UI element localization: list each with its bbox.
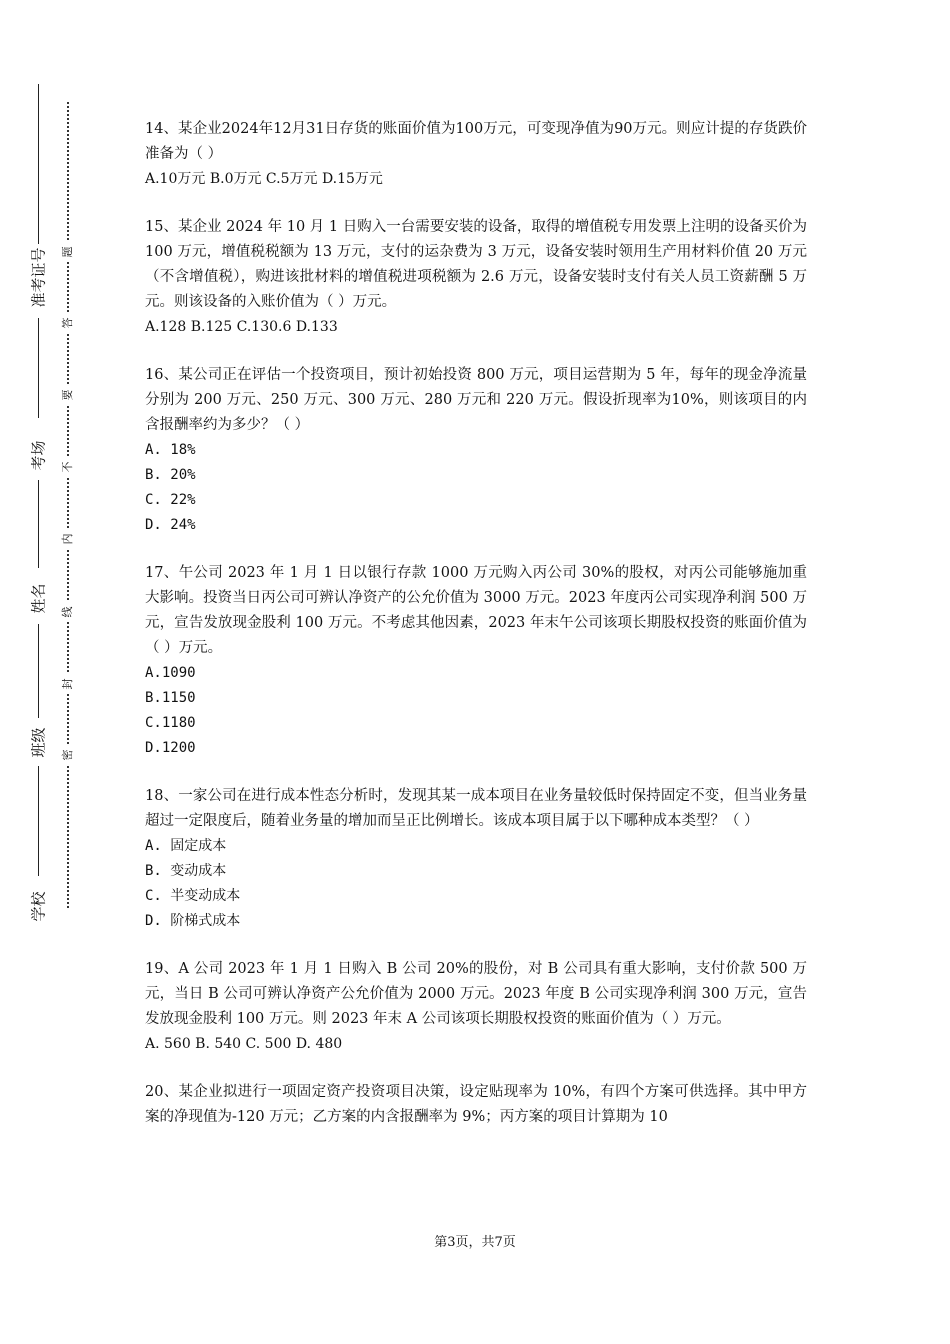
- question-20: [145, 1080, 807, 1130]
- seal-char-xian: 线: [59, 602, 77, 622]
- option-c: C. 22%: [145, 492, 196, 508]
- page-footer: 第3页，共7页: [434, 1235, 516, 1250]
- seal-char-mi: 密: [59, 745, 77, 765]
- option-c: C. 半变动成本: [145, 888, 241, 904]
- option-b: B.1150: [145, 690, 196, 706]
- option-c: C.1180: [145, 715, 196, 731]
- question-options: A.128 B.125 C.130.6 D.133: [145, 319, 338, 335]
- question-text: 16、某公司正在评估一个投资项目，预计初始投资 800 万元，项目运营期为 5 年，每年的现金净流量分别为 200 万元、250 万元、300 万元、280 万元和 220 万元。假设折现率为10%，则该项目的内含报酬率约为多少？（ ）: [145, 367, 807, 433]
- question-options: A. 560 B. 540 C. 500 D. 480: [145, 1036, 343, 1052]
- seal-char-feng: 封: [59, 674, 77, 694]
- option-a: A. 固定成本: [145, 838, 227, 854]
- question-14: [145, 117, 807, 192]
- label-exam-room: 考场: [29, 440, 48, 471]
- margin-line-4: [38, 624, 39, 718]
- margin-line-2: [38, 318, 39, 418]
- option-d: D. 24%: [145, 517, 196, 533]
- question-15: [145, 215, 807, 340]
- seal-char-nei: 内: [59, 529, 77, 549]
- option-a: A. 18%: [145, 442, 196, 458]
- label-name: 姓名: [29, 583, 48, 614]
- label-exam-number: 准考证号: [29, 247, 48, 308]
- option-b: B. 变动成本: [145, 863, 227, 879]
- label-class: 班级: [29, 727, 48, 758]
- option-b: B. 20%: [145, 467, 196, 483]
- question-16: [145, 363, 807, 538]
- question-options: A.10万元 B.0万元 C.5万元 D.15万元: [145, 171, 383, 187]
- question-18: [145, 784, 807, 934]
- option-a: A.1090: [145, 665, 196, 681]
- question-text: 15、某企业 2024 年 10 月 1 日购入一台需要安装的设备，取得的增值税专用发票上注明的设备买价为 100 万元，增值税税额为 13 万元，支付的运杂费为 3 万元，设备安装时领用生产用材料价值 20 万元（不含增值税），购进该批材料的增值税进项税额为 2.6 万元，设备安装时支付有关人员工资薪酬 5 万元。则该设备的入账价值为（ ）万元。: [145, 219, 807, 310]
- question-text: 19、A 公司 2023 年 1 月 1 日购入 B 公司 20%的股份，对 B 公司具有重大影响，支付价款 500 万元，当日 B 公司可辨认净资产公允价值为 2000 万元。2023 年度 B 公司实现净利润 300 万元，宣告发放现金股利 100 万元。则 2023 年末 A 公司该项长期股权投资的账面价值为（ ）万元。: [145, 961, 807, 1027]
- margin-line-5: [38, 766, 39, 876]
- seal-dotted-line: [67, 102, 69, 908]
- seal-char-ti: 题: [59, 242, 77, 262]
- seal-char-da: 答: [59, 313, 77, 333]
- margin-line-1: [38, 84, 39, 244]
- label-school: 学校: [29, 891, 48, 922]
- question-text: 17、午公司 2023 年 1 月 1 日以银行存款 1000 万元购入丙公司 30%的股权，对丙公司能够施加重大影响。投资当日丙公司可辨认净资产的公允价值为 3000 万元。2023 年度丙公司实现净利润 500 万元，宣告发放现金股利 100 万元。不考虑其他因素，2023 年末午公司该项长期股权投资的账面价值为（ ）万元。: [145, 565, 807, 656]
- question-text: 14、某企业2024年12月31日存货的账面价值为100万元，可变现净值为90万元。则应计提的存货跌价准备为（ ）: [145, 121, 807, 162]
- option-d: D.1200: [145, 740, 196, 756]
- margin-line-3: [38, 480, 39, 568]
- question-list: [145, 117, 807, 1153]
- seal-char-bu: 不: [59, 457, 77, 477]
- question-17: [145, 561, 807, 761]
- question-text: 20、某企业拟进行一项固定资产投资项目决策，设定贴现率为 10%，有四个方案可供选择。其中甲方案的净现值为-120 万元；乙方案的内含报酬率为 9%；丙方案的项目计算期为 10: [145, 1084, 807, 1125]
- question-text: 18、一家公司在进行成本性态分析时，发现其某一成本项目在业务量较低时保持固定不变，但当业务量超过一定限度后，随着业务量的增加而呈正比例增长。该成本项目属于以下哪种成本类型？（ ）: [145, 788, 807, 829]
- seal-char-yao: 要: [59, 385, 77, 405]
- question-19: [145, 957, 807, 1057]
- option-d: D. 阶梯式成本: [145, 913, 241, 929]
